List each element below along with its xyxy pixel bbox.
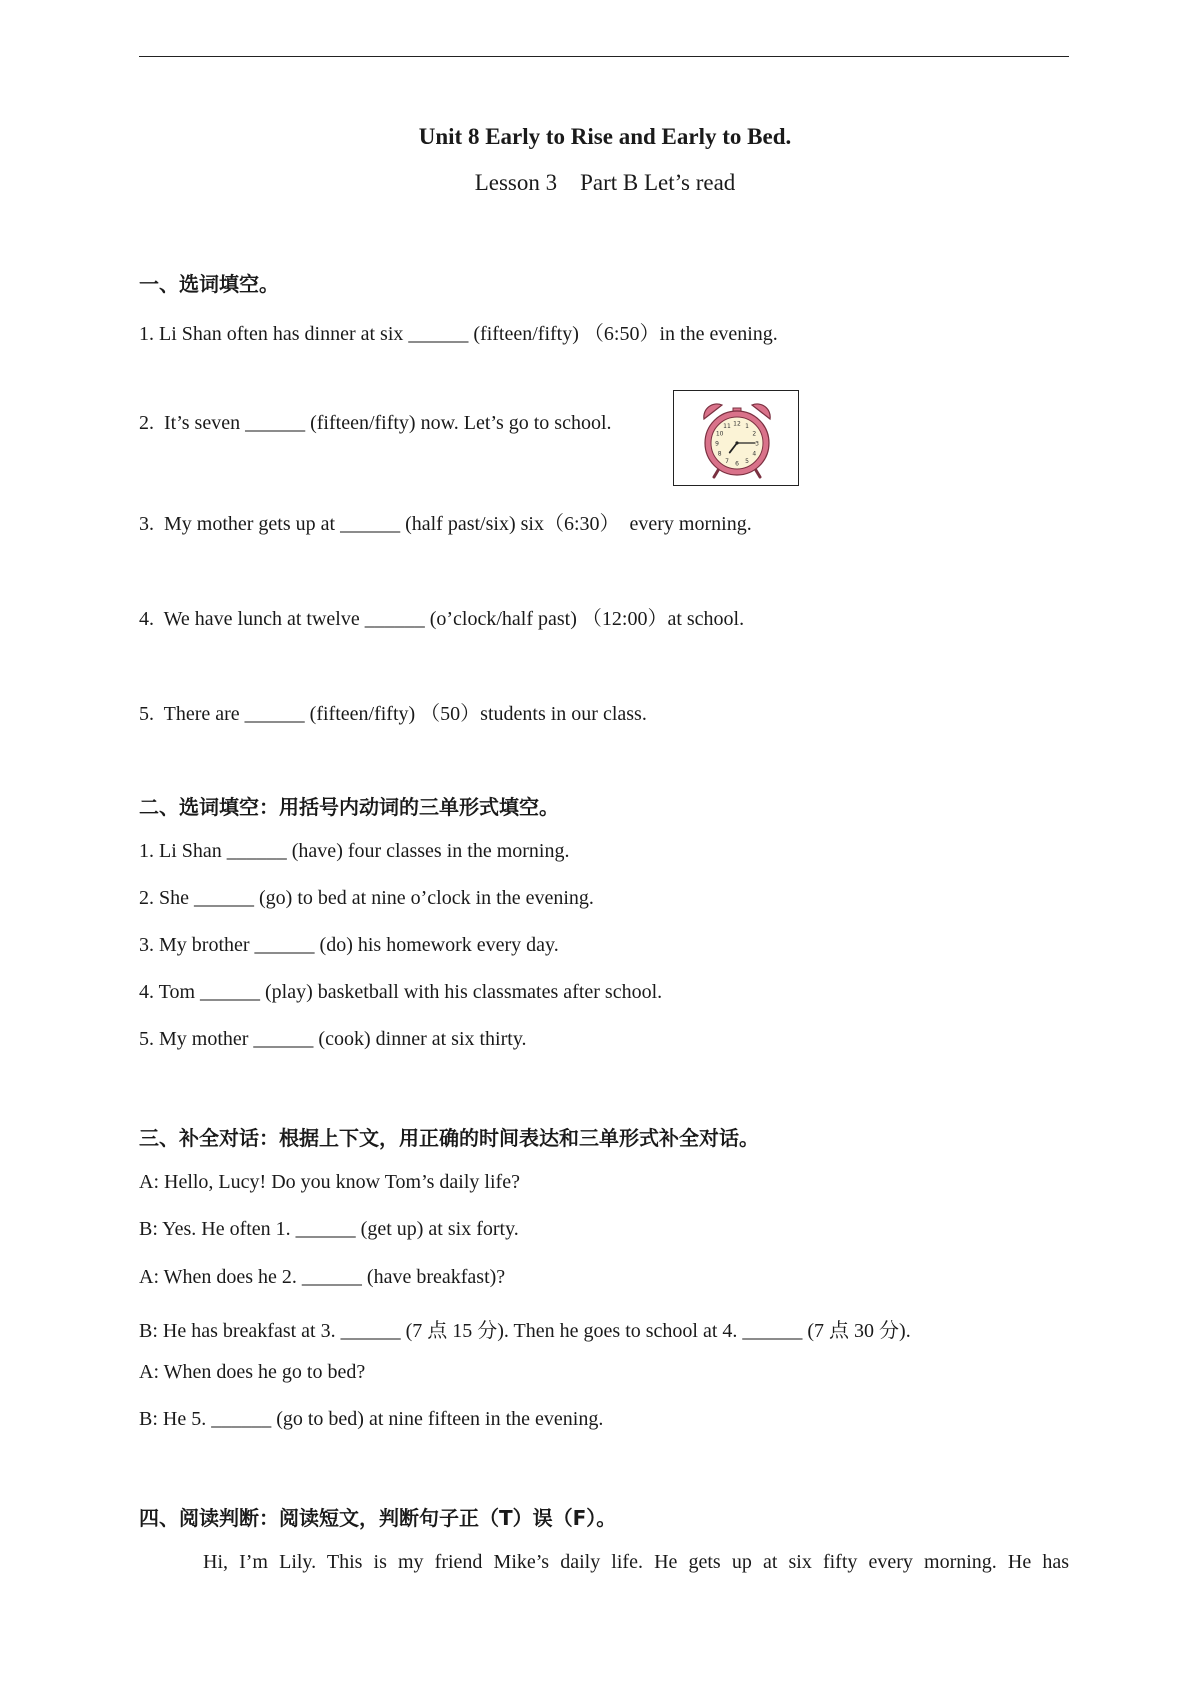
section2-item-4: 4. Tom ______ (play) basketball with his classmates after school.: [139, 981, 663, 1003]
section4-heading: 四、阅读判断：阅读短文，判断句子正（T）误（F）。: [139, 1506, 617, 1530]
clock-number: 3: [755, 440, 759, 448]
alarm-clock-picture: [673, 390, 799, 486]
clock-number: 12: [733, 420, 741, 428]
section2-item-1: 1. Li Shan ______ (have) four classes in the morning.: [139, 840, 570, 862]
section2-item-2: 2. She ______ (go) to bed at nine o’clock in the evening.: [139, 887, 594, 909]
header-rule: [139, 56, 1069, 57]
worksheet-subtitle: Lesson 3 Part B Let’s read: [474, 170, 736, 195]
section1-item-5: 5. There are ______ (fifteen/fifty) （50）students in our class.: [139, 703, 647, 725]
dialogue-line-5: A: When does he go to bed?: [139, 1361, 366, 1383]
alarm-clock-icon: [674, 391, 800, 487]
clock-number: 9: [715, 440, 719, 448]
clock-number: 2: [752, 430, 757, 438]
clock-number: 6: [735, 460, 739, 468]
clock-number: 4: [752, 450, 757, 458]
dialogue-line-4: B: He has breakfast at 3. ______ (7 点 15 分). Then he goes to school at 4. ______ (7 点 30 分).: [139, 1320, 911, 1342]
dialogue-line-2: B: Yes. He often 1. ______ (get up) at six forty.: [139, 1218, 519, 1240]
worksheet-title: Unit 8 Early to Rise and Early to Bed.: [418, 124, 792, 149]
section2-item-5: 5. My mother ______ (cook) dinner at six thirty.: [139, 1028, 527, 1050]
section1-item-3: 3. My mother gets up at ______ (half past/six) six（6:30） every morning.: [139, 513, 752, 535]
section1-item-2: 2. It’s seven ______ (fifteen/fifty) now. Let’s go to school.: [139, 412, 612, 434]
section2-item-3: 3. My brother ______ (do) his homework every day.: [139, 934, 559, 956]
clock-number: 5: [745, 457, 749, 465]
clock-center-pin: [735, 441, 738, 444]
dialogue-line-3: A: When does he 2. ______ (have breakfast)?: [139, 1266, 506, 1288]
section1-item-1: 1. Li Shan often has dinner at six ______ (fifteen/fifty) （6:50）in the evening.: [139, 323, 778, 345]
clock-number: 10: [715, 430, 724, 438]
reading-passage: Hi, I’m Lily. This is my friend Mike’s daily life. He gets up at six fifty every morning. He has: [203, 1551, 1069, 1573]
section2-heading: 二、选词填空：用括号内动词的三单形式填空。: [139, 795, 559, 819]
clock-number: 11: [723, 423, 731, 431]
section1-item-4: 4. We have lunch at twelve ______ (o’clock/half past) （12:00）at school.: [139, 608, 745, 630]
section3-heading: 三、补全对话：根据上下文，用正确的时间表达和三单形式补全对话。: [139, 1126, 759, 1150]
dialogue-line-6: B: He 5. ______ (go to bed) at nine fifteen in the evening.: [139, 1408, 604, 1430]
clock-number: 8: [717, 450, 722, 458]
clock-number: 1: [745, 423, 749, 431]
dialogue-line-1: A: Hello, Lucy! Do you know Tom’s daily life?: [139, 1171, 520, 1193]
clock-number: 7: [725, 457, 729, 465]
section1-heading: 一、选词填空。: [139, 272, 279, 296]
